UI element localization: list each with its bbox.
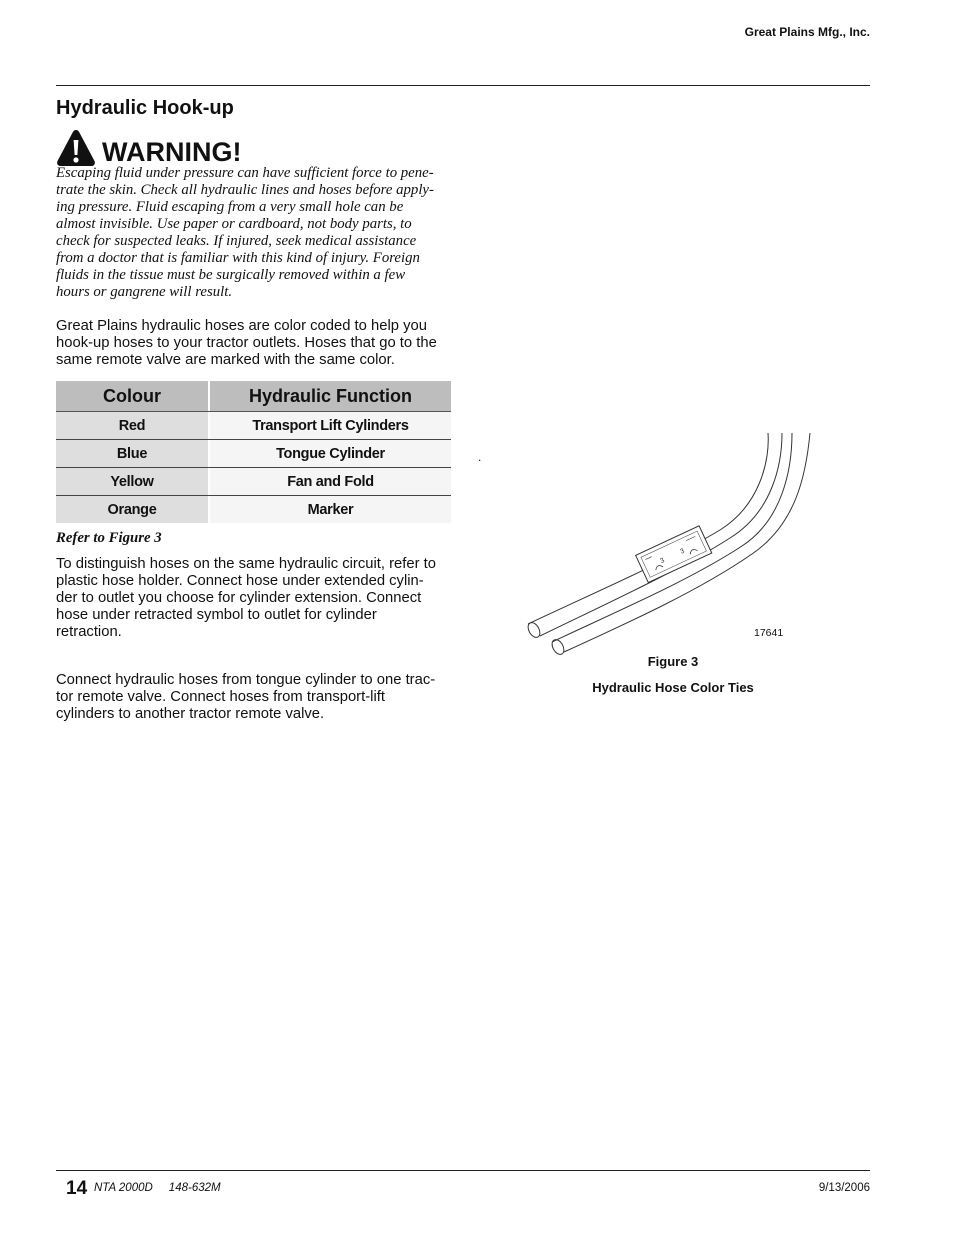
hose-circuit-paragraph bbox=[56, 556, 456, 641]
colour-cell: Yellow bbox=[56, 468, 210, 495]
connect-hoses-paragraph bbox=[56, 672, 456, 723]
warning-line: Escaping fluid under pressure can have sufficient force to pene- bbox=[56, 165, 434, 181]
svg-text:3: 3 bbox=[659, 557, 666, 566]
footer-divider bbox=[56, 1170, 870, 1171]
table-row bbox=[56, 496, 451, 523]
function-cell: Fan and Fold bbox=[210, 468, 451, 495]
paragraph-line: plastic hose holder. Connect hose under extended cylin- bbox=[56, 573, 424, 589]
function-cell: Tongue Cylinder bbox=[210, 440, 451, 467]
paragraph-line: Connect hydraulic hoses from tongue cylinder to one trac- bbox=[56, 672, 436, 688]
warning-label: WARNING! bbox=[102, 137, 242, 167]
colour-cell: Red bbox=[56, 412, 210, 439]
colour-cell: Blue bbox=[56, 440, 210, 467]
column-header-colour: Colour bbox=[56, 381, 210, 411]
figure-part-number: 17641 bbox=[754, 627, 784, 639]
company-name: Great Plains Mfg., Inc. bbox=[744, 25, 870, 39]
paragraph-line: Great Plains hydraulic hoses are color coded to help you bbox=[56, 318, 427, 334]
paragraph-line: cylinders to another tractor remote valve. bbox=[56, 706, 325, 722]
warning-header bbox=[56, 128, 241, 168]
figure-reference: Refer to Figure 3 bbox=[56, 530, 162, 546]
warning-text bbox=[56, 165, 456, 301]
figure-label: Figure 3 bbox=[647, 654, 699, 669]
figure-caption: Hydraulic Hose Color Ties bbox=[592, 680, 754, 695]
paragraph-line: der to outlet you choose for cylinder extension. Connect bbox=[56, 590, 422, 606]
warning-triangle-icon bbox=[56, 129, 96, 167]
warning-line: check for suspected leaks. If injured, seek medical assistance bbox=[56, 233, 417, 249]
column-header-function: Hydraulic Function bbox=[248, 385, 412, 406]
paragraph-line: tor remote valve. Connect hoses from transport-lift bbox=[56, 689, 385, 705]
table-row bbox=[56, 412, 451, 440]
document-reference bbox=[94, 1182, 221, 1194]
model-number: NTA 2000D bbox=[94, 1182, 153, 1194]
publication-date: 9/13/2006 bbox=[818, 1182, 870, 1194]
warning-line: hours or gangrene will result. bbox=[56, 284, 233, 300]
warning-line: fluids in the tissue must be surgically removed within a few bbox=[56, 267, 406, 283]
table-header bbox=[56, 381, 451, 412]
function-cell: Transport Lift Cylinders bbox=[210, 412, 451, 439]
intro-paragraph bbox=[56, 318, 456, 369]
section-title: Hydraulic Hook-up bbox=[56, 97, 234, 119]
paragraph-line: hook-up hoses to your tractor outlets. Hoses that go to the bbox=[56, 335, 437, 351]
warning-line: ing pressure. Fluid escaping from a very small hole can be bbox=[56, 199, 404, 215]
warning-line: almost invisible. Use paper or cardboard, not body parts, to bbox=[56, 216, 412, 232]
warning-line: trate the skin. Check all hydraulic lines and hoses before apply- bbox=[56, 182, 434, 198]
colour-cell: Orange bbox=[56, 496, 210, 523]
function-cell: Marker bbox=[210, 496, 451, 523]
table-row bbox=[56, 440, 451, 468]
paragraph-line: To distinguish hoses on the same hydraulic circuit, refer to bbox=[56, 556, 436, 572]
paragraph-line: same remote valve are marked with the same color. bbox=[56, 352, 395, 368]
stray-dot: . bbox=[478, 450, 482, 464]
table-row bbox=[56, 468, 451, 496]
svg-text:3: 3 bbox=[679, 547, 686, 556]
paragraph-line: hose under retracted symbol to outlet for cylinder bbox=[56, 607, 377, 623]
paragraph-line: retraction. bbox=[56, 624, 122, 640]
page-number: 14 bbox=[66, 1178, 88, 1199]
warning-line: from a doctor that is familiar with this kind of injury. Foreign bbox=[56, 250, 420, 266]
header-divider bbox=[56, 85, 870, 86]
manual-part-number: 148-632M bbox=[168, 1182, 221, 1194]
hose-color-table bbox=[56, 381, 451, 523]
